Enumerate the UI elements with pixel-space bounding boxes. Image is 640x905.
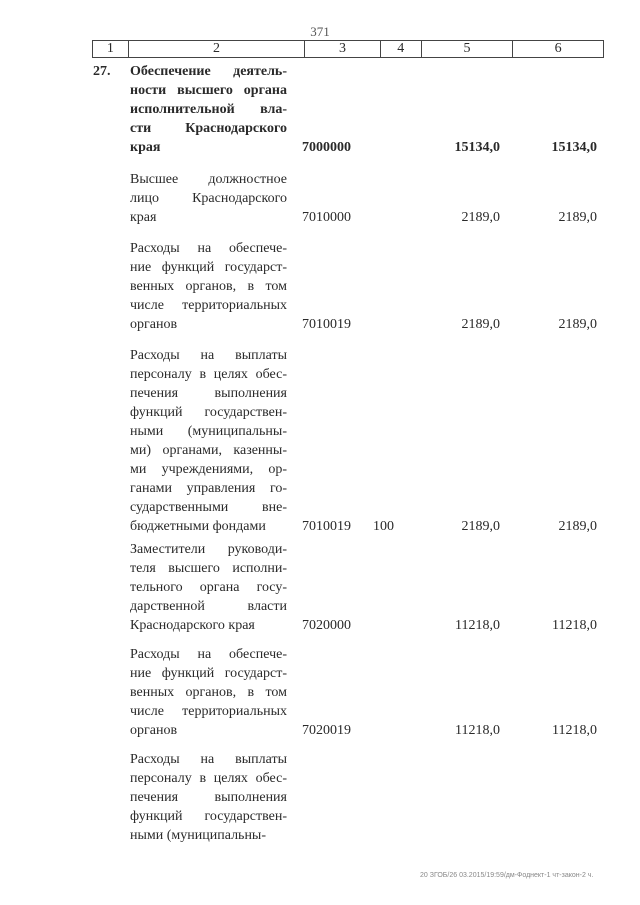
- description-line: Краснодарского края: [130, 618, 255, 633]
- row-code: 7000000: [302, 140, 351, 155]
- row-value-col6: 11218,0: [552, 723, 597, 738]
- header-col-3: 3: [305, 41, 381, 57]
- description-line: ными (муниципальны-: [130, 424, 287, 439]
- description-line: печения выполнения: [130, 386, 287, 401]
- description-line: сударственными вне-: [130, 500, 287, 515]
- description-line: тельного органа госу-: [130, 580, 287, 595]
- description-line: числе территориальных: [130, 704, 287, 719]
- row-code: 7010019: [302, 317, 351, 332]
- description-line: ности высшего органа: [130, 83, 287, 98]
- description-line: Высшее должностное: [130, 172, 287, 187]
- row-description: [130, 750, 287, 845]
- row-description: [130, 62, 287, 157]
- header-col-6: 6: [554, 41, 562, 56]
- description-line: ми учреждениями, ор-: [130, 462, 287, 477]
- description-line: исполнительной вла-: [130, 102, 287, 117]
- description-line: венных органов, в том: [130, 279, 287, 294]
- row-description: [130, 346, 287, 536]
- row-code: 7020019: [302, 723, 351, 738]
- row-description: [130, 540, 287, 635]
- description-line: ние функций государст-: [130, 260, 287, 275]
- description-line: ными (муниципальны-: [130, 828, 267, 843]
- row-code: 7010019: [302, 519, 351, 534]
- header-col-5: 5: [422, 41, 514, 57]
- description-line: лицо Краснодарского: [130, 191, 287, 206]
- description-line: персоналу в целях обес-: [130, 367, 287, 382]
- description-line: печения выполнения: [130, 790, 287, 805]
- footer-stamp: 20 ЗГОБ/26 03.2015/19:59/дм-Фоднект-1 чт-закон-2 ч.: [420, 872, 594, 879]
- description-line: ние функций государст-: [130, 666, 287, 681]
- description-line: органов: [130, 317, 178, 332]
- description-line: ганами управления го-: [130, 481, 287, 496]
- description-line: сти Краснодарского: [130, 121, 287, 136]
- row-value-col5: 11218,0: [455, 723, 500, 738]
- table-header: [92, 40, 604, 58]
- row-description: [130, 170, 287, 227]
- description-line: Расходы на обеспече-: [130, 241, 287, 256]
- row-number: 27.: [93, 64, 111, 79]
- header-col-1: 1: [93, 41, 129, 57]
- row-code: 7020000: [302, 618, 351, 633]
- row-value-col5: 11218,0: [455, 618, 500, 633]
- row-description: [130, 239, 287, 334]
- description-line: числе территориальных: [130, 298, 287, 313]
- description-line: Заместители руководи-: [130, 542, 287, 557]
- row-value-col5: 2189,0: [461, 519, 500, 534]
- row-code: 7010000: [302, 210, 351, 225]
- row-value-col5: 2189,0: [461, 317, 500, 332]
- description-line: края: [130, 140, 161, 155]
- row-value-col5: 15134,0: [454, 140, 500, 155]
- row-value-col6: 15134,0: [551, 140, 597, 155]
- description-line: Расходы на обеспече-: [130, 647, 287, 662]
- description-line: венных органов, в том: [130, 685, 287, 700]
- description-line: Расходы на выплаты: [130, 752, 287, 767]
- row-expense-type: 100: [373, 519, 394, 534]
- header-col-4: 4: [381, 41, 422, 57]
- row-value-col5: 2189,0: [461, 210, 500, 225]
- description-line: ми) органами, казенны-: [130, 443, 287, 458]
- row-value-col6: 11218,0: [552, 618, 597, 633]
- row-value-col6: 2189,0: [558, 317, 597, 332]
- description-line: Обеспечение деятель-: [130, 64, 287, 79]
- description-line: функций государствен-: [130, 809, 287, 824]
- description-line: органов: [130, 723, 178, 738]
- page-number: 371: [310, 24, 330, 39]
- row-value-col6: 2189,0: [558, 210, 597, 225]
- description-line: теля высшего исполни-: [130, 561, 287, 576]
- row-value-col6: 2189,0: [558, 519, 597, 534]
- description-line: персоналу в целях обес-: [130, 771, 287, 786]
- description-line: функций государствен-: [130, 405, 287, 420]
- row-description: [130, 645, 287, 740]
- description-line: бюджетными фондами: [130, 519, 266, 534]
- description-line: Расходы на выплаты: [130, 348, 287, 363]
- description-line: дарственной власти: [130, 599, 287, 614]
- description-line: края: [130, 210, 157, 225]
- header-col-2: 2: [129, 41, 305, 57]
